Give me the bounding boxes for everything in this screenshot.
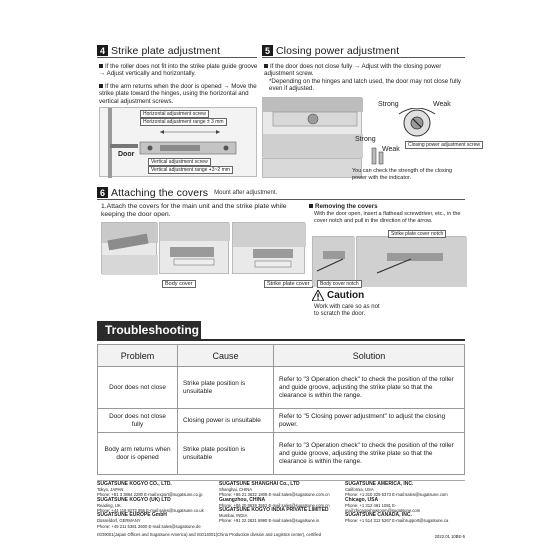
company-contact: Phone: +91 22 2631 6990 E-mail:sales@sugatsune.in bbox=[219, 518, 320, 524]
header-cause: Cause bbox=[178, 345, 274, 367]
doc-code: 2022.01 10BE-5 bbox=[434, 534, 465, 539]
company-name: SUGATSUNE EUROPE GmbH bbox=[97, 512, 167, 519]
bullet-not-close: If the door does not close fully → Adjust with the closing power adjustment screw. bbox=[264, 63, 442, 78]
company-name: SUGATSUNE KOGYO (UK) LTD bbox=[97, 496, 171, 503]
strong-label-indicator: Strong bbox=[355, 136, 376, 143]
vertical-screw-label: Vertical adjustment screw bbox=[148, 158, 211, 166]
section-title: Attaching the covers bbox=[111, 186, 209, 199]
solution-cell: Refer to "5 Closing power adjustment" to adjust the closing power. bbox=[274, 409, 465, 433]
table-row bbox=[98, 433, 465, 475]
screw-label: Closing power adjustment screw bbox=[405, 141, 483, 149]
note-hinges: *Depending on the hinges and latch used, the door may not close fully even if adjusted. bbox=[269, 78, 461, 93]
troubleshooting-title: Troubleshooting bbox=[97, 321, 201, 340]
footer-col-3 bbox=[345, 482, 465, 524]
strike-notch-label: Strike plate cover notch bbox=[388, 230, 446, 238]
company-contact: Phone: +1 310 329 6373 E-mail:sales@sugatsune.com bbox=[345, 492, 448, 498]
troubleshooting-rule bbox=[97, 339, 465, 341]
strike-cover-label: Strike plate cover bbox=[264, 280, 313, 288]
closer-bottom-figure bbox=[262, 158, 362, 178]
section-title: Closing power adjustment bbox=[276, 44, 400, 57]
solution-cell: Refer to "3 Operation check" to check the position of the roller and guide groove, adjusting the strike plate so that the clearance is within the range. bbox=[274, 433, 465, 475]
header-solution: Solution bbox=[274, 345, 465, 367]
closer-illustration bbox=[263, 98, 363, 158]
strike-cover-illustration bbox=[233, 223, 306, 275]
caution-text: Work with care so as not to scratch the door. bbox=[314, 304, 380, 317]
strike-notch-illustration bbox=[357, 237, 467, 287]
problem-cell: Body arm returns when door is opened bbox=[98, 433, 178, 475]
section-6-header bbox=[97, 186, 465, 200]
vertical-range-label: Vertical adjustment range +3~2 mm bbox=[148, 166, 233, 174]
strike-plate-figure bbox=[99, 107, 257, 177]
body-notch-label: Body cover notch bbox=[317, 280, 362, 288]
iso-note: ISO9001(Japan Offices and Sugatsune America) and ISO14001(China Production division and Logistics center), certified bbox=[97, 532, 322, 537]
solution-cell: Refer to "3 Operation check" to check the position of the roller and guide groove, adjusting the strike plate so that the clearance is within the range. bbox=[274, 367, 465, 409]
step-1-text: 1.Attach the covers for the main unit and the strike plate while keeping the door open. bbox=[101, 203, 287, 218]
strong-label-top: Strong bbox=[378, 101, 399, 108]
cause-cell: Closing power is unsuitable bbox=[178, 409, 274, 433]
company-name: Guangzhou, CHINA bbox=[219, 496, 266, 503]
company-place: California, USA bbox=[345, 487, 374, 493]
problem-cell: Door does not close bbox=[98, 367, 178, 409]
section-number: 4 bbox=[97, 45, 108, 56]
company-contact: Phone: +49 211 5381 2600 E-mail:sales@sugatsune.de bbox=[97, 523, 201, 529]
header-problem: Problem bbox=[98, 345, 178, 367]
company-contact: Phone: +1 514 312 5267 E-mail:support@sugatsune.ca bbox=[345, 518, 449, 524]
company-place: Reading, UK bbox=[97, 502, 121, 508]
problem-cell: Door does not close fully bbox=[98, 409, 178, 433]
cover-figure-3 bbox=[232, 222, 305, 274]
troubleshooting-table bbox=[97, 344, 465, 475]
closing-power-figure bbox=[262, 97, 362, 157]
removing-text: With the door open, insert a flathead screwdriver, etc., in the cover notch and pull in the direction of the arrow. bbox=[314, 211, 461, 224]
company-place: Mumbai, INDIA bbox=[219, 513, 248, 519]
remove-figure-2 bbox=[356, 236, 466, 286]
cover-figure-1 bbox=[101, 222, 157, 274]
footer-col-2 bbox=[219, 482, 339, 524]
company-name: SUGATSUNE CANADA, INC. bbox=[345, 512, 412, 519]
remove-figure-1 bbox=[312, 236, 354, 286]
table-row bbox=[98, 409, 465, 433]
horizontal-range-label: Horizontal adjustment range ± 3 mm bbox=[140, 118, 227, 126]
section-4-header bbox=[97, 44, 257, 58]
section-subtitle: Mount after adjustment. bbox=[214, 189, 278, 196]
cause-cell: Strike plate position is unsuitable bbox=[178, 433, 274, 475]
company-name: SUGATSUNE KOGYO INDIA PRIVATE LIMITED bbox=[219, 507, 329, 514]
adjust-screw-icon bbox=[395, 108, 439, 138]
cause-cell: Strike plate position is unsuitable bbox=[178, 367, 274, 409]
company-place: Shanghai, CHINA bbox=[219, 487, 253, 493]
footer-col-1 bbox=[97, 482, 217, 529]
weak-label-indicator: Weak bbox=[382, 146, 400, 153]
caution-heading bbox=[312, 290, 364, 301]
company-name: SUGATSUNE AMERICA, INC. bbox=[345, 481, 414, 487]
section-title: Strike plate adjustment bbox=[111, 44, 221, 57]
cover-figure-2 bbox=[159, 222, 229, 274]
indicator-note: You can check the strength of the closing power with the indicator. bbox=[352, 168, 453, 181]
section-number: 6 bbox=[97, 187, 108, 198]
body-illustration bbox=[102, 223, 158, 275]
company-place: Düsseldorf, GERMANY bbox=[97, 518, 141, 524]
horizontal-screw-label: Horizontal adjustment screw bbox=[140, 110, 209, 118]
company-name: SUGATSUNE KOGYO CO., LTD. bbox=[97, 481, 172, 487]
company-contact: Phone: +44 118 9272 955 E-mail:sales@sugatsune.co.uk bbox=[97, 508, 204, 514]
caution-title: Caution bbox=[327, 290, 365, 301]
company-contact: Phone: +86 20 8639 3552 E-mail:sales@sugatsune.com.cn bbox=[219, 502, 330, 508]
company-name: Chicago, USA bbox=[345, 496, 379, 503]
company-contact: Phone: +86 21 3632 1808 E-mail:sales@sugatsune.com.cn bbox=[219, 492, 330, 498]
table-header-row bbox=[98, 345, 465, 367]
body-cover-label: Body cover bbox=[162, 280, 196, 288]
door-label: Door bbox=[118, 151, 135, 158]
table-row bbox=[98, 367, 465, 409]
section-number: 5 bbox=[262, 45, 273, 56]
body-cover-illustration bbox=[160, 223, 230, 275]
company-name: SUGATSUNE SHANGHAI Co., LTD bbox=[219, 481, 300, 487]
removing-title: Removing the covers bbox=[309, 203, 465, 210]
warning-icon bbox=[312, 290, 324, 301]
company-contact: Phone: +1 312 461 1081 E-mail:chicagoshowroom@sugatsune.com bbox=[345, 502, 421, 514]
weak-label-top: Weak bbox=[433, 101, 451, 108]
company-place: Tokyo, JAPAN bbox=[97, 487, 124, 493]
company-contact: Phone: +81 3 3864 2280 E-mail:export@sugatsune.co.jp bbox=[97, 492, 203, 498]
bullet-arm-returns: If the arm returns when the door is opened → Move the strike plate toward the hinges, using the horizontal and vertical adjustment screws. bbox=[99, 83, 257, 105]
section-5-header bbox=[262, 44, 465, 58]
bullet-roller: If the roller does not fit into the strike plate guide groove → Adjust vertically and horizontally. bbox=[99, 63, 258, 78]
